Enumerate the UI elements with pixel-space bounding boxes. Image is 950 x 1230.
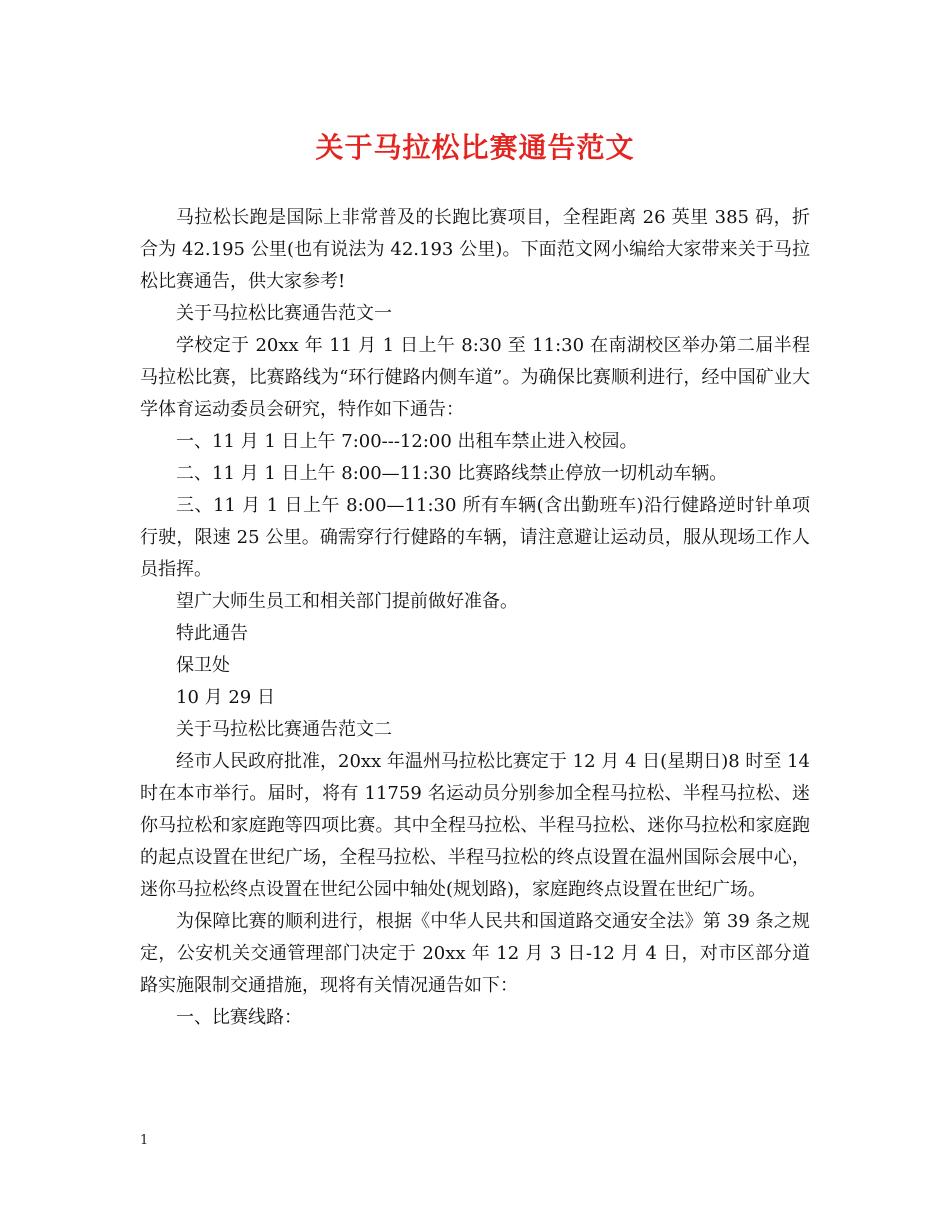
paragraph-heading-sample-two: 关于马拉松比赛通告范文二 — [176, 719, 392, 740]
paragraph-route-heading: 一、比赛线路： — [176, 1007, 302, 1028]
paragraph-traffic-control-intro: 为保障比赛的顺利进行，根据《中华人民共和国道路交通安全法》第 39 条之规定，公安机关交通管理部门决定于 20xx 年 12 月 3 日-12 月 4 日，对市区部分道路实施限制交通措施，现将有关情况通告如下： — [140, 911, 810, 996]
paragraph-issuer: 保卫处 — [176, 655, 230, 676]
paragraph-sample-two-opening: 经市人民政府批准，20xx 年温州马拉松比赛定于 12 月 4 日(星期日)8 时至 14 时在本市举行。届时，将有 11759 名运动员分别参加全程马拉松、半程马拉松、迷你马拉松和家庭跑等四项比赛。其中全程马拉松、半程马拉松、迷你马拉松和家庭跑的起点设置在世纪广场，全程马拉松、半程马拉松的终点设置在温州国际会展中心，迷你马拉松终点设置在世纪公园中轴处(规划路)，家庭跑终点设置在世纪广场。 — [140, 751, 811, 900]
document-title: 关于马拉松比赛通告范文 — [315, 131, 635, 164]
paragraph-sample-one-opening: 学校定于 20xx 年 11 月 1 日上午 8:30 至 11:30 在南湖校区举办第二届半程马拉松比赛，比赛路线为“环行健路内侧车道”。为确保比赛顺利进行，经中国矿业大学体育运动委员会研究，特作如下通告： — [140, 335, 810, 420]
page-number: 1 — [140, 1133, 149, 1148]
paragraph-preparation-note: 望广大师生员工和相关部门提前做好准备。 — [176, 591, 518, 612]
document-body — [140, 202, 810, 1034]
paragraph-rule-three: 三、11 月 1 日上午 8:00—11:30 所有车辆(含出勤班车)沿行健路逆时针单项行驶，限速 25 公里。确需穿行行健路的车辆，请注意避让运动员，服从现场工作人员指挥。 — [140, 495, 810, 580]
paragraph-rule-one: 一、11 月 1 日上午 7:00---12:00 出租车禁止进入校园。 — [176, 431, 638, 452]
paragraph-notice-closing: 特此通告 — [176, 623, 248, 644]
paragraph-intro: 马拉松长跑是国际上非常普及的长跑比赛项目，全程距离 26 英里 385 码，折合为 42.195 公里(也有说法为 42.193 公里)。下面范文网小编给大家带来关于马拉松比赛通告，供大家参考! — [140, 207, 810, 292]
paragraph-rule-two: 二、11 月 1 日上午 8:00—11:30 比赛路线禁止停放一切机动车辆。 — [176, 463, 728, 484]
paragraph-date: 10 月 29 日 — [176, 687, 275, 708]
paragraph-heading-sample-one: 关于马拉松比赛通告范文一 — [176, 303, 392, 324]
